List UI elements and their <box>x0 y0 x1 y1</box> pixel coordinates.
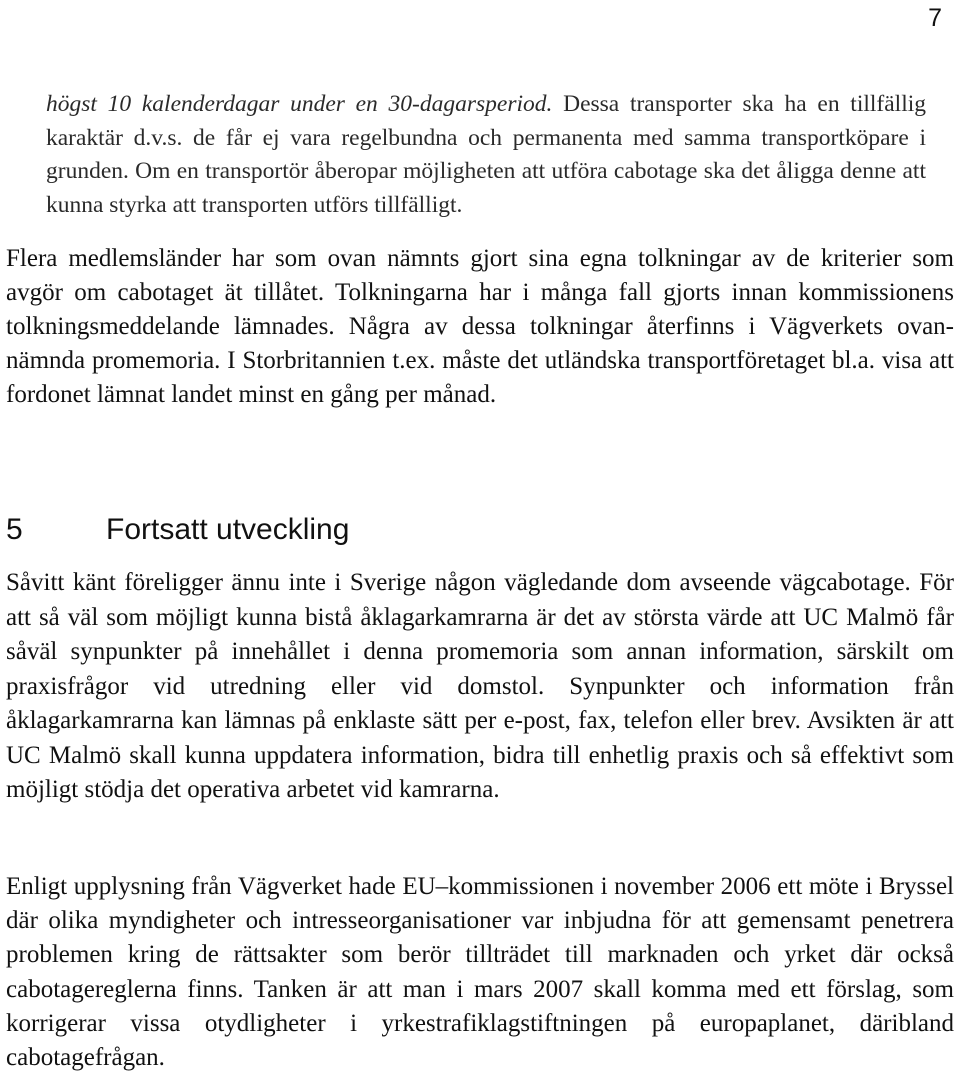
quoted-passage <box>46 88 926 222</box>
page-number: 7 <box>928 4 942 32</box>
paragraph-member-states: Flera medlemsländer har som ovan nämnts gjort sina egna tolkningar av de kriterier som avgör om cabotaget ät tillåtet. Tolkningarna har i många fall gjorts innan kommissionens tolkningsmeddelande lämnades. Några av dessa tolkningar återfinns i Vägverkets ovan-nämnda promemoria. I Storbritannien t.ex. måste det utländska transportföretaget bl.a. visa att fordonet lämnat landet minst en gång per månad. <box>6 245 954 408</box>
section-heading <box>6 510 349 550</box>
quoted-passage-text: Dessa transporter ska ha en tillfällig karaktär d.v.s. de får ej vara regelbundna och permanenta med samma transportköpare i grunden. Om en transportör åberopar möjligheten att utföra cabotage ska det åligga denne att kunna styrka att transporten utförs tillfälligt. <box>46 91 927 218</box>
paragraph-further-development: Såvitt känt föreligger ännu inte i Sverige någon vägledande dom avseende vägcabotage. För att så väl som möjligt kunna bistå åklagarkamrarna är det av största värde att UC Malmö får såväl synpunkter på innehållet i denna promemoria som annan information, särskilt om praxisfrågor vid utredning eller vid domstol. Synpunkter och information från åklagarkamrarna kan lämnas på enklaste sätt per e-post, fax, telefon eller brev. Avsikten är att UC Malmö skall kunna uppdatera information, bidra till enhetlig praxis och så effektivt som möjligt stödja det operativa arbetet vid kamrarna. <box>6 569 954 803</box>
paragraph-eu-commission: Enligt upplysning från Vägverket hade EU–kommissionen i november 2006 ett möte i Bryssel där olika myndigheter och intresseorganisationer var inbjudna för att gemensamt penetrera problemen kring de rättsakter som berör tillträdet till marknaden och yrket där också cabotagereglerna finns. Tanken är att man i mars 2007 skall komma med ett förslag, som korrigerar vissa otydligheter i yrkestrafiklagstiftningen på europaplanet, däribland cabotagefrågan. <box>6 873 954 1072</box>
section-title: Fortsatt utveckling <box>106 513 350 546</box>
section-number: 5 <box>6 513 23 546</box>
quoted-passage-italic: högst 10 kalenderdagar under en 30-dagarsperiod. <box>46 91 553 117</box>
